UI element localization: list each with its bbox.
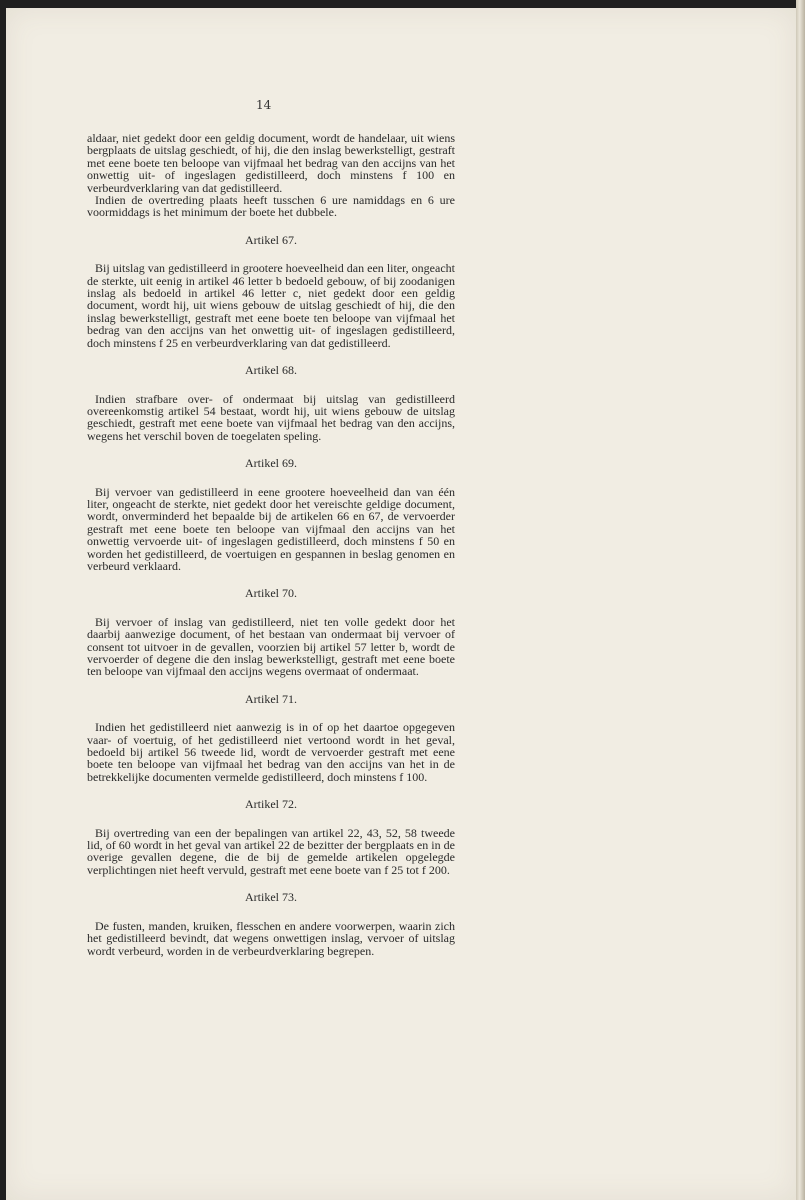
- paragraph: Bij vervoer van gedistilleerd in eene grootere hoeveelheid dan van één liter, ongeacht de sterkte, niet gedekt door het vereischte geldige document, wordt, onverminderd het bepaalde bij de artikelen 66 en 67, de vervoerder gestraft met eene boete ten beloope van vijfmaal den accijns van het onwettig vervoerde uit- of ingeslagen gedistilleerd, doch minstens f 50 en worden het gedistilleerd, de voertuigen en gespannen in beslag genomen en verbeurd verklaard.: [87, 484, 455, 573]
- paragraph: Bij uitslag van gedistilleerd in grootere hoeveelheid dan een liter, ongeacht de sterkte, uit eenig in artikel 46 letter b bedoeld gebouw, of bij zoodanigen inslag als bedoeld in artikel 46 letter c, niet gedekt door een geldig document, wordt hij, uit wiens gebouw de uitslag geschiedt of hij, die den inslag bewerkstelligt, gestraft met eene boete ten beloope van vijfmaal het bedrag van den accijns van het onwettig uit- of ingeslagen gedistilleerd, doch minstens f 25 en verbeurdverklaring van dat gedistilleerd.: [87, 261, 455, 350]
- document-page: [6, 8, 796, 1200]
- paragraph: Indien de overtreding plaats heeft tusschen 6 ure namiddags en 6 ure voormiddags is het minimum der boete het dubbele.: [87, 193, 455, 220]
- paragraph: Bij vervoer of inslag van gedistilleerd, niet ten volle gedekt door het daarbij aanwezige document, of het bestaan van ondermaat bij vervoer of consent tot uitvoer in de gevallen, voorzien bij artikel 57 letter b, wordt de vervoerder of degene die den inslag bewerkstelligt, gestraft met eene boete ten beloope van vijfmaal den accijns wegens overmaat of ondermaat.: [87, 614, 455, 679]
- article-heading: Artikel 70.: [245, 586, 297, 601]
- article-heading: Artikel 73.: [245, 890, 297, 905]
- article-heading: Artikel 67.: [245, 232, 297, 247]
- paragraph: Indien het gedistilleerd niet aanwezig is in of op het daartoe opgegeven vaar- of voertuig, of het gedistilleerd niet vertoond wordt in het geval, bedoeld bij artikel 56 tweede lid, wordt de vervoerder gestraft met eene boete ten beloope van vijfmaal het bedrag van den accijns van het in de betrekkelijke documenten vermelde gedistilleerd, doch minstens f 100.: [87, 720, 455, 784]
- article-heading: Artikel 68.: [245, 363, 297, 378]
- article-heading: Artikel 72.: [245, 797, 297, 812]
- page-number: 14: [256, 98, 272, 112]
- paragraph: De fusten, manden, kruiken, flesschen en andere voorwerpen, waarin zich het gedistilleerd bevindt, dat wegens onwettigen inslag, vervoer of uitslag wordt verbeurd, worden in de verbeurdverklaring begrepen.: [87, 918, 455, 958]
- paragraph: aldaar, niet gedekt door een geldig document, wordt de handelaar, uit wiens bergplaats de uitslag geschiedt, of hij, die den inslag bewerkstelligt, gestraft met eene boete ten beloope van vijfmaal het bedrag van den accijns van het onwettig uit- of ingeslagen gedistilleerd, doch minstens f 100 en verbeurdverklaring van dat gedistilleerd.: [87, 131, 455, 195]
- body-text: [87, 132, 455, 957]
- paragraph: Bij overtreding van een der bepalingen van artikel 22, 43, 52, 58 tweede lid, of 60 wordt in het geval van artikel 22 de bezitter der bergplaats en in de overige gevallen degene, die de bij de gemelde artikelen opgelegde verplichtingen niet heeft vervuld, gestraft met eene boete van f 25 tot f 200.: [87, 825, 455, 877]
- paragraph: Indien strafbare over- of ondermaat bij uitslag van gedistilleerd overeenkomstig artikel 54 bestaat, wordt hij, uit wiens gebouw de uitslag geschiedt, gestraft met eene boete van vijfmaal het bedrag van den accijns, wegens het verschil boven de toegelaten speling.: [87, 391, 455, 443]
- page-edge: [796, 0, 805, 1200]
- article-heading: Artikel 71.: [245, 691, 297, 706]
- article-heading: Artikel 69.: [245, 456, 297, 471]
